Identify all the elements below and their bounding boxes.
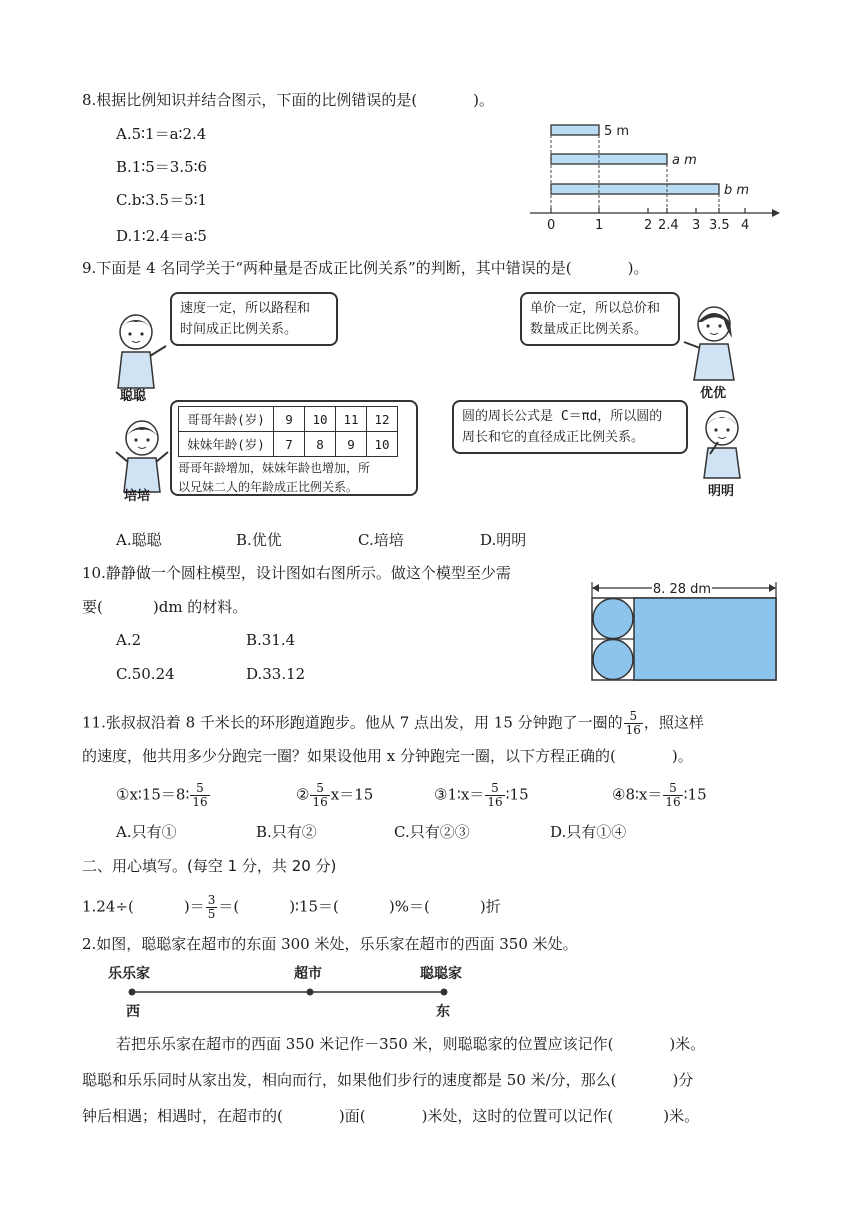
fill1-b: )＝ [183, 897, 205, 916]
cylinder-top-circle [593, 599, 633, 639]
label-bm: b m [724, 183, 750, 198]
q10-line1: 10.静静做一个圆柱模型，设计图如右图所示。做这个模型至少需 [82, 564, 511, 582]
q10-option-d[interactable]: D.33.12 [246, 665, 306, 683]
fill2-p3 [82, 1106, 699, 1126]
tick-3.5: 3.5 [709, 218, 730, 233]
fill2-p3-c: )米处，这时的位置可以记作( [421, 1107, 614, 1125]
youyou-figure [678, 304, 748, 384]
q11-line2-a: 的速度，他共用多少分跑完一圈？如果设他用 x 分钟跑完一圈，以下方程正确的( [82, 747, 616, 765]
q11-eq1 [116, 782, 211, 809]
table-cell: 12 [367, 407, 398, 432]
q11-option-a[interactable]: A.只有① [116, 823, 177, 841]
fill2-p2 [82, 1070, 693, 1090]
table-cell: 10 [367, 432, 398, 457]
eq2-text: x＝15 [330, 785, 374, 804]
bar-5m [551, 125, 599, 135]
frac-num: 3 [207, 893, 216, 907]
tick-1: 1 [595, 218, 604, 233]
frac-num: 5 [310, 782, 329, 796]
table-cell: 8 [305, 432, 336, 457]
q10-option-b[interactable]: B.31.4 [246, 631, 296, 649]
mingming-line2: 周长和它的直径成正比例关系。 [462, 430, 645, 445]
cylinder-bottom-circle [593, 640, 633, 680]
tick-2: 2 [644, 218, 653, 233]
tick-2.4: 2.4 [658, 218, 679, 233]
fill2-p2-b: )分 [672, 1071, 694, 1089]
eq4-fraction [663, 782, 682, 809]
q10-line2-b: )dm 的材料。 [152, 598, 248, 616]
table-cell: 9 [336, 432, 367, 457]
mingming-figure [692, 408, 752, 480]
congcong-name: 聪聪 [120, 389, 147, 404]
eq3-fraction [485, 782, 504, 809]
q8-option-b[interactable]: B.1∶5＝3.5∶6 [116, 158, 208, 176]
table-cell: 妹妹年龄(岁) [179, 432, 274, 457]
label-am: a m [672, 153, 697, 168]
congcong-line1: 速度一定，所以路程和 [180, 301, 311, 316]
table-row [179, 432, 398, 457]
fill1 [82, 894, 501, 921]
frac-num: 5 [663, 782, 682, 796]
fill1-c: ＝( [218, 897, 240, 916]
bar-bm [551, 184, 719, 194]
eq3-tail: ∶15 [505, 785, 529, 804]
eq2-fraction [310, 782, 329, 809]
q11-fraction [624, 710, 643, 737]
congcong-figure [108, 312, 172, 392]
mingming-name: 明明 [708, 484, 735, 499]
frac-den: 16 [192, 795, 208, 809]
q8-ratio-figure [520, 115, 780, 235]
mingming-line1: 圆的周长公式是 C＝πd，所以圆的 [462, 409, 663, 424]
q9-stem-end: )。 [627, 259, 649, 277]
youyou-name: 优优 [700, 386, 727, 401]
tick-4: 4 [741, 218, 750, 233]
q10-line2-a: 要( [82, 598, 103, 616]
table-cell: 11 [336, 407, 367, 432]
table-cell: 7 [274, 432, 305, 457]
fill2-p2-a: 聪聪和乐乐同时从家出发，相向而行，如果他们步行的速度都是 50 米/分，那么( [82, 1071, 617, 1089]
eq1-text: ①x∶15＝8∶ [116, 785, 190, 804]
q9-stem [82, 258, 648, 278]
q9-stem-text: 9.下面是 4 名同学关于“两种量是否成正比例关系”的判断，其中错误的是( [82, 259, 572, 277]
fill2-p1-b: )米。 [669, 1035, 706, 1053]
fill2-p1-a: 若把乐乐家在超市的西面 350 米记作－350 米，则聪聪家的位置应该记作( [116, 1035, 614, 1053]
q11-line2 [82, 746, 693, 766]
label-5m: 5 m [604, 124, 630, 139]
youyou-speech-bubble [520, 292, 680, 346]
frac-num: 5 [485, 782, 504, 796]
eq4-text: ④8∶x＝ [612, 785, 663, 804]
table-row [179, 407, 398, 432]
q8-option-d[interactable]: D.1∶2.4＝a∶5 [116, 227, 207, 245]
q8-stem-end: )。 [473, 91, 495, 109]
q9-option-b[interactable]: B.优优 [236, 531, 282, 549]
peipei-line1: 哥哥年龄增加，妹妹年龄也增加，所 [178, 461, 371, 475]
q10-line2 [82, 597, 247, 617]
frac-num: 5 [624, 710, 643, 724]
fill1-d: )∶15＝( [289, 897, 339, 916]
fill1-fraction [206, 894, 218, 921]
eq3-text: ③1∶x＝ [434, 785, 485, 804]
tick-3: 3 [692, 218, 701, 233]
tick-0: 0 [547, 218, 556, 233]
q8-option-c[interactable]: C.b∶3.5＝5∶1 [116, 191, 208, 209]
cylinder-side-rect [634, 598, 776, 680]
q11-option-d[interactable]: D.只有①④ [550, 823, 627, 841]
frac-num: 5 [190, 782, 209, 796]
map-west: 西 [126, 1004, 140, 1020]
q11-eq3 [434, 782, 529, 809]
map-lele-home: 乐乐家 [108, 966, 150, 982]
frac-den: 16 [312, 795, 328, 809]
fill2-p1 [116, 1034, 705, 1054]
youyou-line2: 数量成正比例关系。 [530, 322, 648, 337]
q10-option-a[interactable]: A.2 [116, 631, 142, 649]
q11-eq4 [612, 782, 707, 809]
q11-line1-a: 11.张叔叔沿着 8 千米长的环形跑道跑步。他从 7 点出发，用 15 分钟跑了一圈的 [82, 713, 623, 732]
eq1-fraction [190, 782, 209, 809]
map-east: 东 [436, 1004, 450, 1020]
eq2-mark: ② [296, 785, 310, 804]
q11-eq2 [296, 782, 373, 809]
q11-line2-b: )。 [671, 747, 693, 765]
congcong-speech-bubble [170, 292, 338, 346]
q10-length-label: 8. 28 dm [652, 582, 712, 597]
q8-stem [82, 90, 494, 110]
map-congcong-home: 聪聪家 [420, 966, 462, 982]
map-supermarket: 超市 [294, 966, 322, 982]
q11-option-c[interactable]: C.只有②③ [394, 823, 470, 841]
fill2-p3-d: )米。 [663, 1107, 700, 1125]
fill1-a: 1.24÷( [82, 897, 134, 916]
fill2-p3-a: 钟后相遇；相遇时，在超市的( [82, 1107, 283, 1125]
fill2-map-figure [100, 962, 480, 1024]
frac-den: 16 [487, 795, 503, 809]
frac-den: 5 [207, 907, 216, 921]
q11-option-b[interactable]: B.只有② [256, 823, 317, 841]
section2-title: 二、用心填写。(每空 1 分，共 20 分) [82, 857, 337, 875]
q11-line1-b: ，照这样 [643, 713, 704, 732]
q11-line1 [82, 710, 704, 737]
table-cell: 哥哥年龄(岁) [179, 407, 274, 432]
q9-option-d[interactable]: D.明明 [480, 531, 527, 549]
frac-den: 16 [625, 723, 641, 737]
congcong-line2: 时间成正比例关系。 [180, 322, 298, 337]
eq4-tail: ∶15 [683, 785, 707, 804]
peipei-line2: 以兄妹二人的年龄成正比例关系。 [178, 480, 359, 494]
peipei-name: 培培 [124, 489, 151, 504]
table-cell: 10 [305, 407, 336, 432]
q8-option-a[interactable]: A.5∶1＝a∶2.4 [116, 125, 207, 143]
age-table [178, 406, 398, 457]
frac-den: 16 [665, 795, 681, 809]
fill1-e: )%＝( [388, 897, 430, 916]
fill2-stem: 2.如图，聪聪家在超市的东面 300 米处，乐乐家在超市的西面 350 米处。 [82, 935, 578, 953]
q9-option-c[interactable]: C.培培 [358, 531, 404, 549]
fill2-p3-b: )面( [338, 1107, 366, 1125]
q9-option-a[interactable]: A.聪聪 [116, 531, 162, 549]
q10-cylinder-net-figure [586, 578, 782, 682]
q8-stem-text: 8.根据比例知识并结合图示，下面的比例错误的是( [82, 91, 418, 109]
fill1-f: )折 [479, 897, 501, 916]
youyou-line1: 单价一定，所以总价和 [530, 301, 661, 316]
q10-option-c[interactable]: C.50.24 [116, 665, 175, 683]
bar-am [551, 154, 667, 164]
table-cell: 9 [274, 407, 305, 432]
peipei-speech-bubble [170, 400, 418, 496]
mingming-speech-bubble [452, 400, 688, 454]
